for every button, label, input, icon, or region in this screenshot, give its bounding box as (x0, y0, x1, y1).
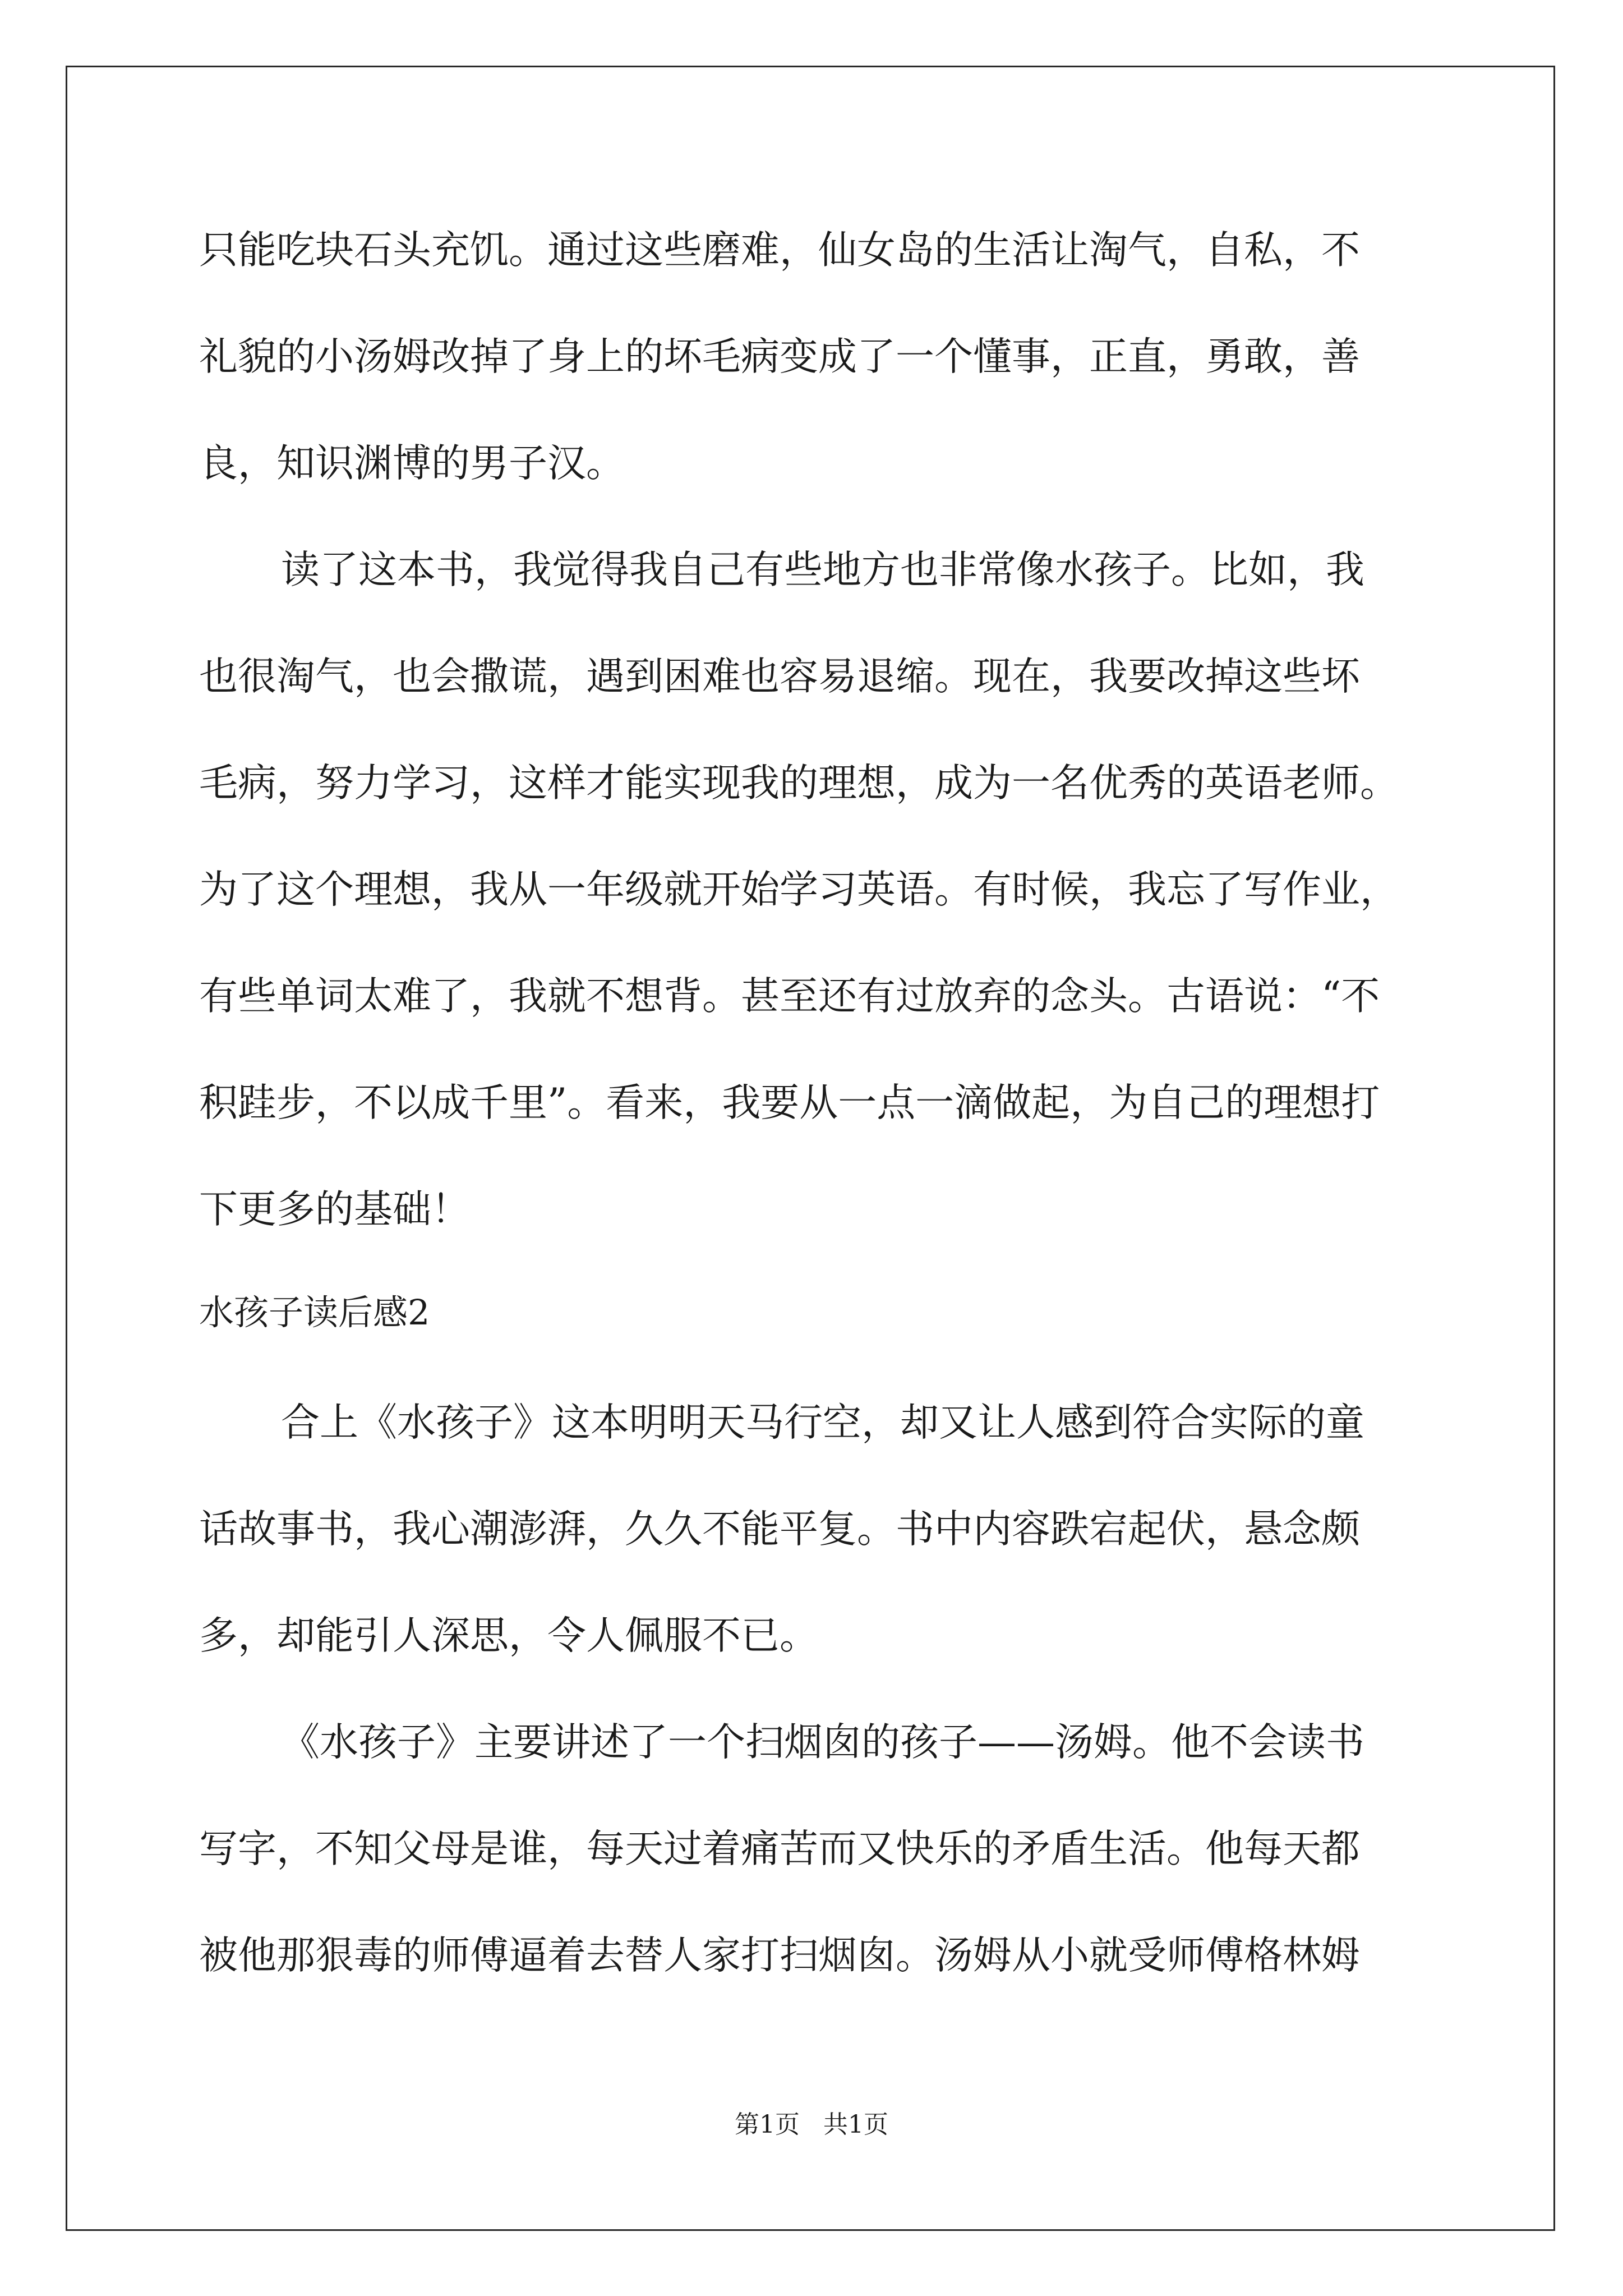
text-line: 毛病，努力学习，这样才能实现我的理想，成为一名优秀的英语老师。 (199, 761, 1399, 806)
paragraph-first-line: 《水孩子》主要讲述了一个扫烟囱的孩子——汤姆。他不会读书 (281, 1720, 1364, 1765)
text-line: 写字，不知父母是谁，每天过着痛苦而又快乐的矛盾生活。他每天都 (199, 1826, 1360, 1871)
text-line: 有些单词太难了，我就不想背。甚至还有过放弃的念头。古语说：“不 (199, 974, 1380, 1019)
text-line: 积跬步，不以成千里”。看来，我要从一点一滴做起，为自己的理想打 (199, 1080, 1380, 1125)
section-heading: 水孩子读后感2 (199, 1292, 430, 1333)
text-line: 只能吃块石头充饥。通过这些磨难，仙女岛的生活让淘气，自私，不 (199, 228, 1360, 273)
text-line: 为了这个理想，我从一年级就开始学习英语。有时候，我忘了写作业， (199, 867, 1399, 912)
page-border (66, 66, 1555, 2231)
text-line: 也很淘气，也会撒谎，遇到困难也容易退缩。现在，我要改掉这些坏 (199, 654, 1360, 699)
text-line: 被他那狠毒的师傅逼着去替人家打扫烟囱。汤姆从小就受师傅格林姆 (199, 1933, 1360, 1978)
paragraph-first-line: 读了这本书，我觉得我自己有些地方也非常像水孩子。比如，我 (281, 547, 1364, 592)
paragraph-first-line: 合上《水孩子》这本明明天马行空，却又让人感到符合实际的童 (281, 1400, 1364, 1445)
text-line: 下更多的基础！ (199, 1187, 470, 1232)
page-number-footer: 第1页 共1页 (735, 2110, 888, 2139)
text-line: 话故事书，我心潮澎湃，久久不能平复。书中内容跌宕起伏，悬念颇 (199, 1507, 1360, 1552)
text-line: 多，却能引人深思，令人佩服不已。 (199, 1613, 818, 1658)
text-line: 良，知识渊博的男子汉。 (199, 441, 625, 486)
text-line: 礼貌的小汤姆改掉了身上的坏毛病变成了一个懂事，正直，勇敢，善 (199, 334, 1360, 379)
